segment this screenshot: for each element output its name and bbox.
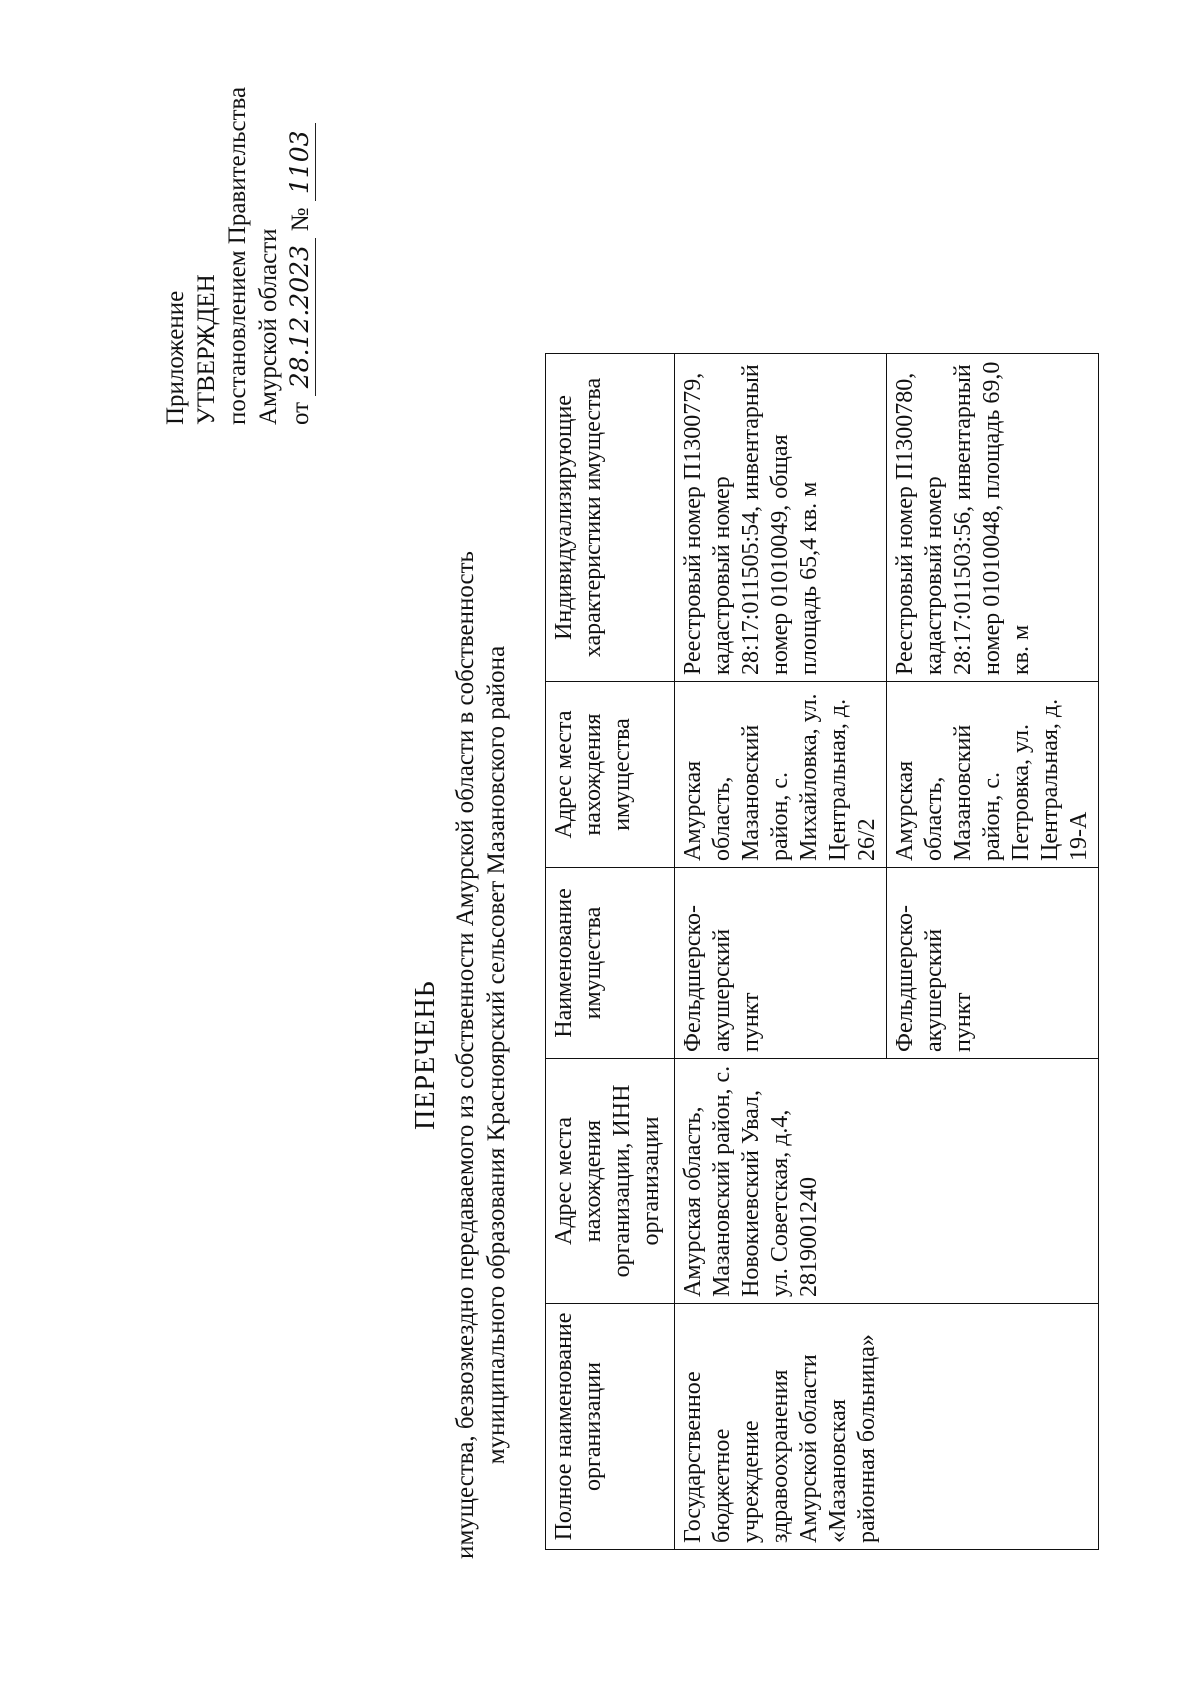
table-header-row bbox=[546, 354, 675, 1550]
header-property-name: Наименование имущества bbox=[546, 868, 675, 1059]
approval-line-approved: УТВЕРЖДЕН bbox=[193, 274, 220, 425]
approval-line-appendix: Приложение bbox=[162, 290, 189, 425]
handwritten-number: 1103 bbox=[284, 123, 316, 201]
approval-line-region: Амурской области bbox=[255, 228, 282, 425]
cell-org-address: Амурская область, Мазановский район, с. Новокиевский Увал, ул. Советская, д.4, 2819001240 bbox=[675, 1059, 1099, 1304]
approval-line-resolution: постановлением Правительства bbox=[224, 86, 251, 425]
header-org-name: Полное наименование организации bbox=[546, 1304, 675, 1550]
cell-property-characteristics: Реестровый номер П1300780, кадастровый номер 28:17:011503:56, инвентарный номер 01010048, площадь 69,0 кв. м bbox=[887, 354, 1099, 682]
cell-property-address: Амурская область, Мазановский район, с. Петровка, ул. Центральная, д. 19-А bbox=[887, 682, 1099, 868]
property-list-table bbox=[545, 353, 1099, 1550]
cell-property-name: Фельдшерско-акушерский пункт bbox=[675, 868, 887, 1059]
table-row bbox=[675, 354, 887, 1550]
cell-org-name: Государственное бюджетное учреждение здравоохранения Амурской области «Мазановская районная больница» bbox=[675, 1304, 1099, 1550]
handwritten-date: 28.12.2023 bbox=[284, 238, 316, 396]
cell-property-name: Фельдшерско-акушерский пункт bbox=[887, 868, 1099, 1059]
approval-stamp-block bbox=[160, 45, 316, 425]
header-property-address: Адрес места нахождения имущества bbox=[546, 682, 675, 868]
approval-date-line bbox=[284, 45, 316, 425]
rotated-document-page bbox=[40, 45, 1092, 1665]
subtitle-line-1: имущества, безвозмездно передаваемого из собственности Амурской области в собственность bbox=[452, 551, 479, 1559]
cell-property-address: Амурская область, Мазановский район, с. Михайловка, ул. Центральная, д. 26/2 bbox=[675, 682, 887, 868]
subtitle-line-2: муниципального образования Красноярский сельсовет Мазановского района bbox=[483, 645, 510, 1465]
document-title: ПЕРЕЧЕНЬ bbox=[410, 980, 441, 1130]
header-org-address: Адрес места нахождения организации, ИНН организации bbox=[546, 1059, 675, 1304]
header-property-characteristics: Индивидуализирующие характеристики имущества bbox=[546, 354, 675, 682]
cell-property-characteristics: Реестровый номер П1300779, кадастровый номер 28:17:011505:54, инвентарный номер 01010049, общая площадь 65,4 кв. м bbox=[675, 354, 887, 682]
date-prefix: от bbox=[287, 401, 314, 425]
document-subtitle bbox=[450, 505, 512, 1605]
number-prefix: № bbox=[287, 207, 314, 232]
